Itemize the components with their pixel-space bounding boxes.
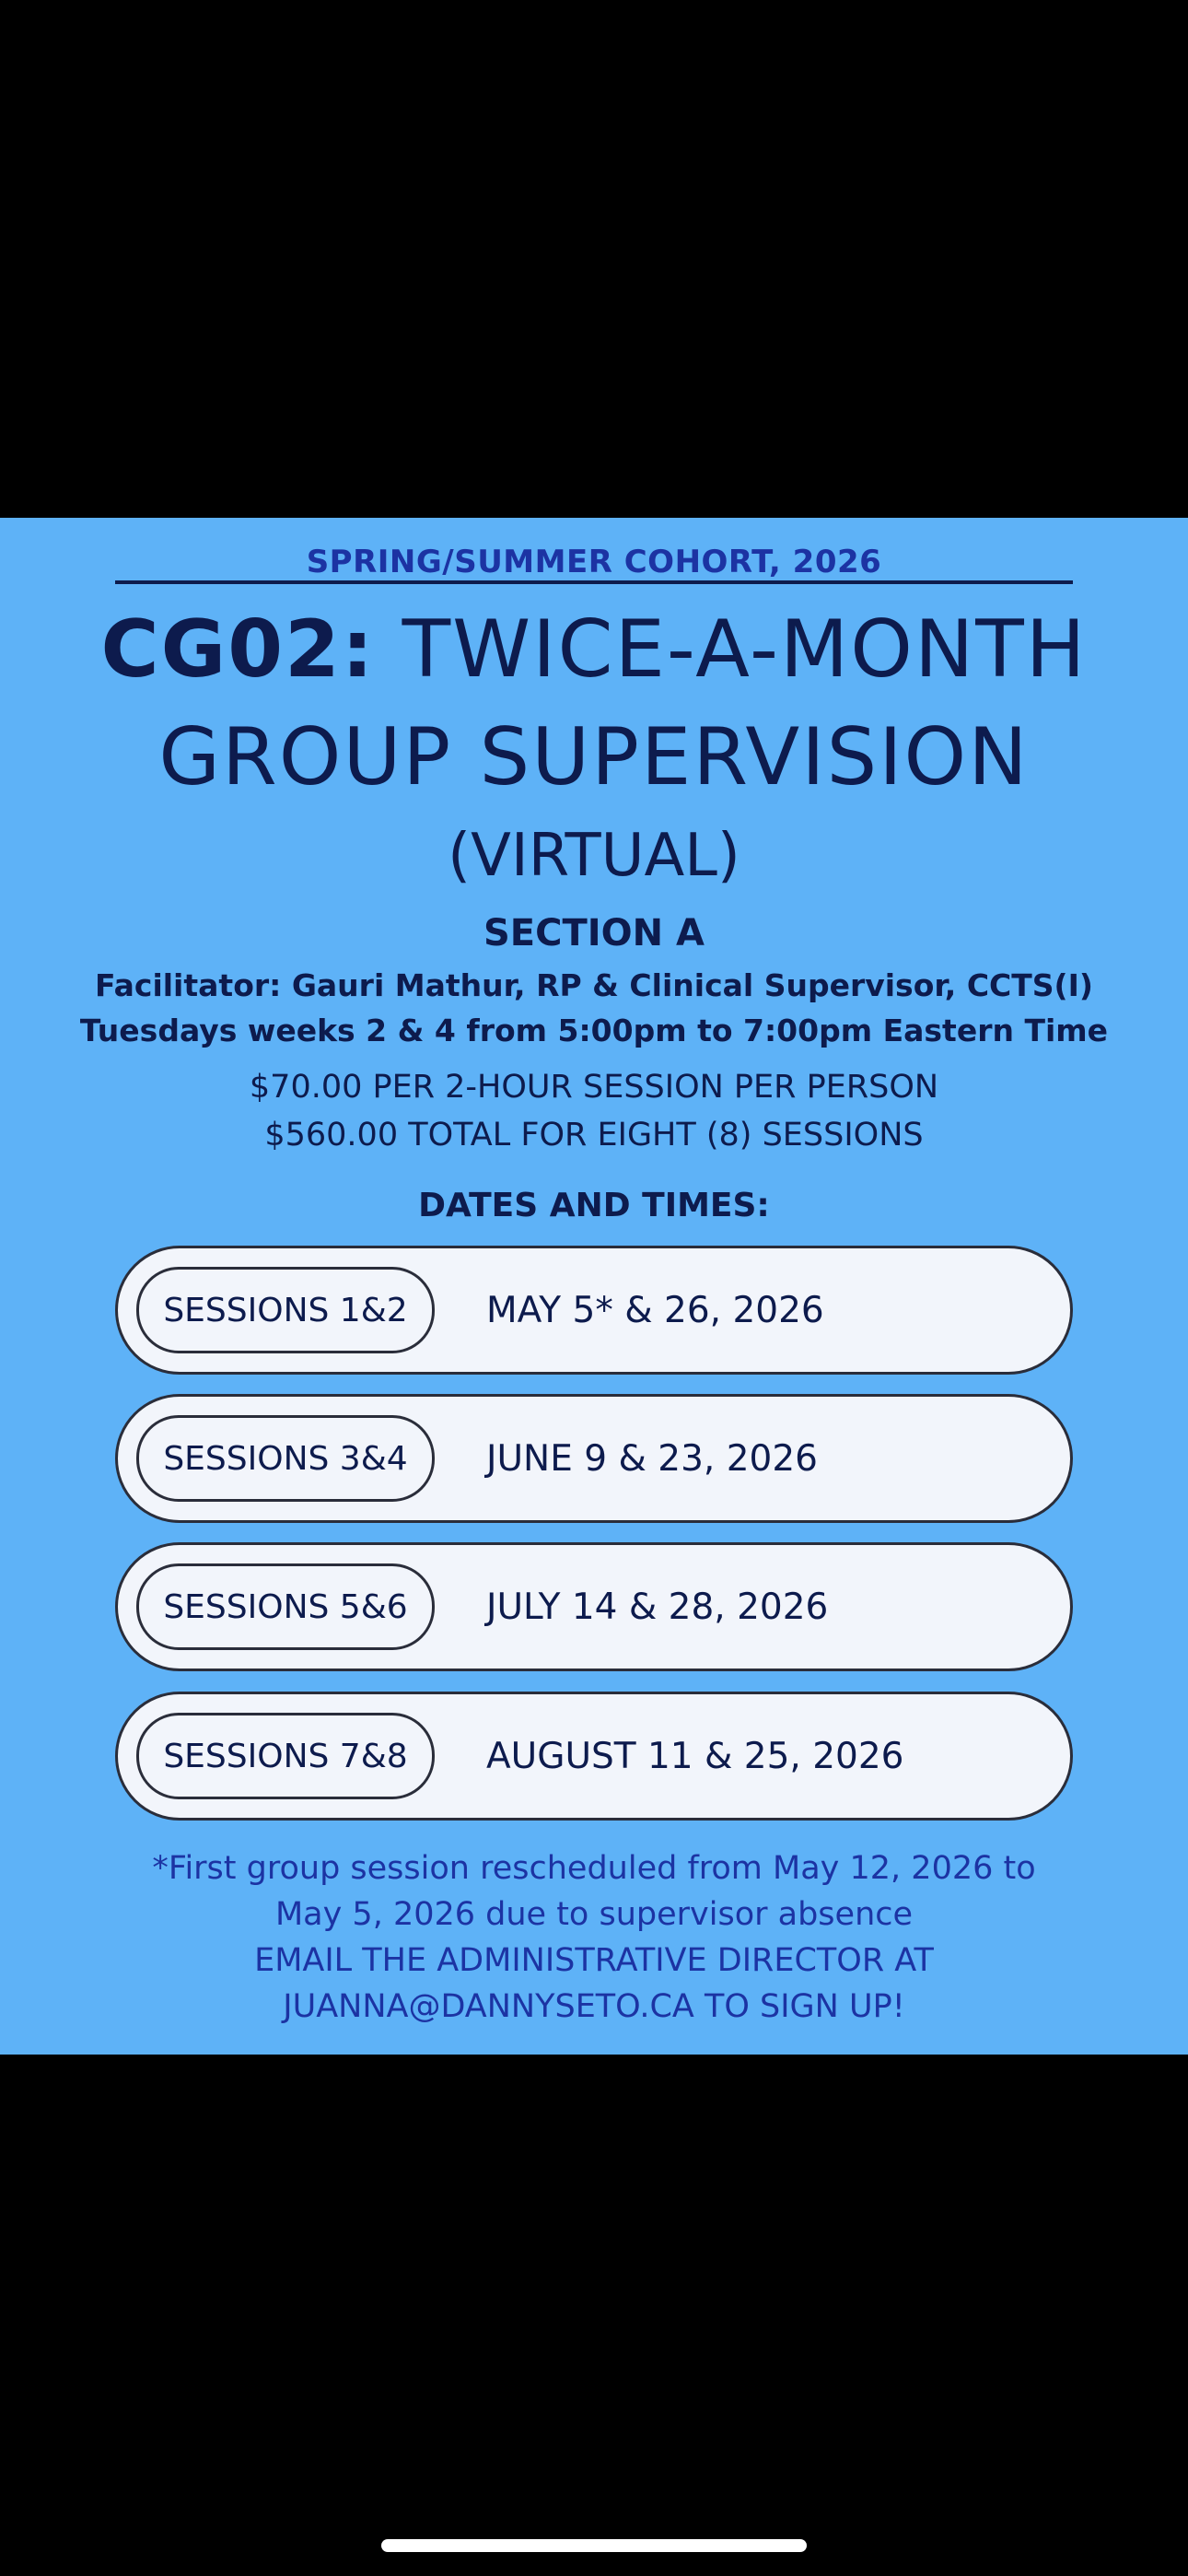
reschedule-note-line-1: *First group session rescheduled from May 12, 2026 to — [152, 1850, 1036, 1887]
session-label: SESSIONS 5&6 — [136, 1563, 435, 1650]
format-label: (VIRTUAL) — [448, 822, 740, 890]
price-per-session: $70.00 PER 2-HOUR SESSION PER PERSON — [249, 1069, 939, 1106]
signup-cta-line-1: EMAIL THE ADMINISTRATIVE DIRECTOR AT — [254, 1942, 934, 1979]
home-indicator[interactable] — [381, 2539, 807, 2552]
session-dates: MAY 5* & 26, 2026 — [486, 1289, 824, 1331]
dates-heading: DATES AND TIMES: — [418, 1187, 770, 1224]
session-label: SESSIONS 3&4 — [136, 1415, 435, 1502]
price-total: $560.00 TOTAL FOR EIGHT (8) SESSIONS — [264, 1117, 924, 1153]
session-label: SESSIONS 7&8 — [136, 1713, 435, 1799]
schedule-line: Tuesdays weeks 2 & 4 from 5:00pm to 7:00pm Eastern Time — [79, 1013, 1109, 1048]
session-dates: JULY 14 & 28, 2026 — [486, 1586, 829, 1628]
flyer-image — [0, 518, 1188, 2055]
reschedule-note-line-2: May 5, 2026 due to supervisor absence — [274, 1896, 914, 1933]
session-label: SESSIONS 1&2 — [136, 1267, 435, 1353]
session-row — [115, 1542, 1073, 1671]
cohort-heading: SPRING/SUMMER COHORT, 2026 — [306, 544, 882, 580]
divider-rule — [115, 580, 1073, 584]
title-line-1 — [0, 603, 1188, 696]
signup-cta-line-2: JUANNA@DANNYSETO.CA TO SIGN UP! — [283, 1988, 905, 2025]
title-line-1-text: TWICE-A-MONTH — [375, 603, 1088, 696]
section-label: SECTION A — [483, 912, 705, 954]
session-dates: JUNE 9 & 23, 2026 — [486, 1437, 818, 1480]
course-code: CG02: — [100, 603, 376, 696]
facilitator-line: Facilitator: Gauri Mathur, RP & Clinical Supervisor, CCTS(I) — [95, 967, 1093, 1003]
session-row — [115, 1394, 1073, 1523]
session-dates: AUGUST 11 & 25, 2026 — [486, 1735, 904, 1777]
title-line-2: GROUP SUPERVISION — [158, 711, 1030, 803]
session-row — [115, 1692, 1073, 1821]
session-row — [115, 1246, 1073, 1375]
